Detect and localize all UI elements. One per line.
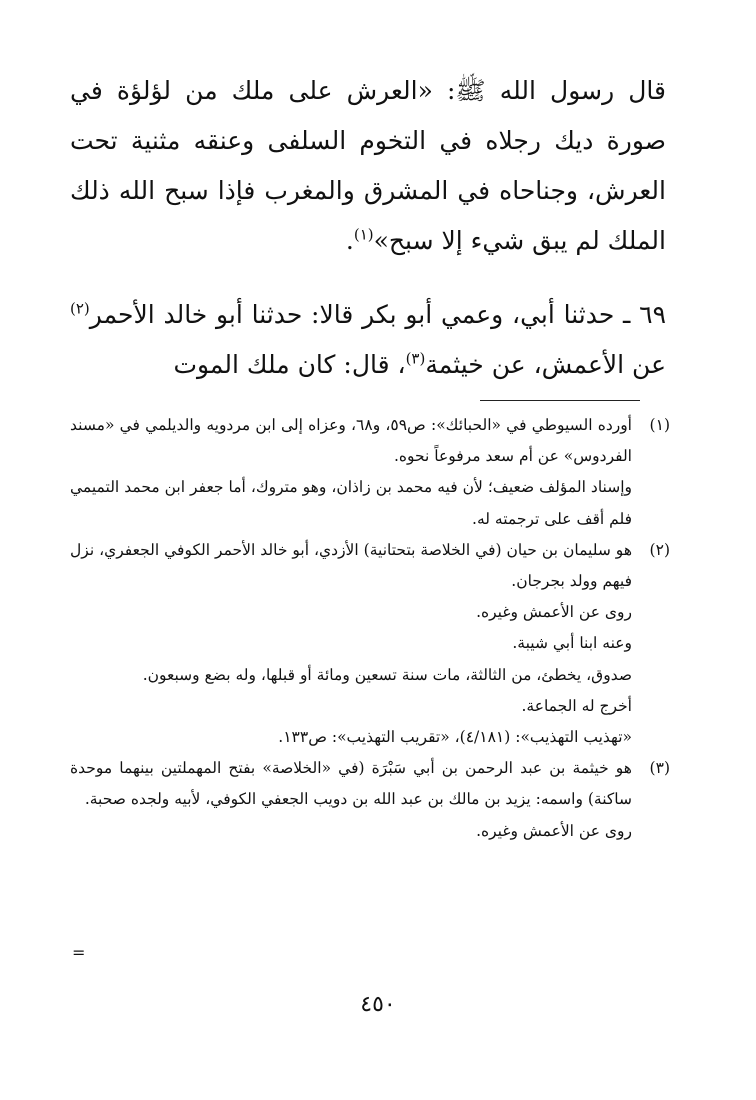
footnote-line: أخرج له الجماعة. <box>521 696 632 715</box>
footnote-body <box>70 753 632 847</box>
footnote-3 <box>70 753 670 847</box>
main-text <box>70 66 666 390</box>
footnote-line: روى عن الأعمش وغيره. <box>476 603 632 622</box>
hadith-text: قال رسول الله ﷺ: «العرش على ملك من لؤلؤة في صورة ديك رجلاه في التخوم السلفى وعنقه مثنية تحت العرش، وجناحاه في المشرق والمغرب فإذا سبح الله ذلك الملك لم يبق شيء إلا سبح» <box>70 76 666 255</box>
footnote-line: «تهذيب التهذيب»: (٤/١٨١)، «تقريب التهذيب»: ص١٣٣. <box>278 728 632 747</box>
footnote-1 <box>70 410 670 535</box>
footnote-line: صدوق، يخطئ، من الثالثة، مات سنة تسعين ومائة أو قبلها، وله بضع وسبعون. <box>142 665 632 684</box>
footnote-2 <box>70 535 670 753</box>
footnote-separator <box>480 400 640 401</box>
paragraph-end: . <box>345 226 354 255</box>
hadith-69-text-a: ٦٩ ـ حدثنا أبي، وعمي أبو بكر قالا: حدثنا أبو خالد الأحمر <box>89 300 666 329</box>
page-number: ٤٥٠ <box>360 992 396 1017</box>
footnote-number: (٣) <box>649 759 670 778</box>
footnote-line: وعنه ابنا أبي شيبة. <box>512 634 632 653</box>
footnote-line: هو خيثمة بن عبد الرحمن بن أبي سَبْرَة (في «الخلاصة» بفتح المهملتين بينهما موحدة ساكنة) واسمه: يزيد بن مالك بن عبد الله بن دويب الجعفي الكوفي، لأبيه ولجده صحبة. <box>70 759 632 809</box>
footnote-number: (١) <box>649 416 670 434</box>
footnotes <box>70 410 670 847</box>
footnote-line: أورده السيوطي في «الحبائك»: ص٥٩، و٦٨، وعزاه إلى ابن مردويه والديلمي في «مسند الفردوس» عن أم سعد مرفوعاً نحوه. <box>70 416 632 466</box>
continuation-mark: = <box>72 943 86 962</box>
footnote-body <box>70 410 632 535</box>
footnote-number: (٢) <box>649 540 670 559</box>
hadith-text-paragraph <box>70 66 666 266</box>
hadith-69-text-c: ، قال: كان ملك الموت <box>173 350 406 379</box>
footnote-line: هو سليمان بن حيان (في الخلاصة بتحتانية) الأزدي، أبو خالد الأحمر الكوفي الجعفري، نزل فيهم وولد بجرجان. <box>70 540 632 591</box>
footnote-ref-1: (١) <box>353 225 374 244</box>
footnote-line: وإسناد المؤلف ضعيف؛ لأن فيه محمد بن زاذان، وهو متروك، أما جعفر ابن محمد التميمي فلم أقف على ترجمته له. <box>70 478 632 528</box>
hadith-69-text-b: عن الأعمش، عن خيثمة <box>425 350 666 379</box>
footnote-line: روى عن الأعمش وغيره. <box>476 821 632 840</box>
footnote-body <box>70 535 632 753</box>
footnote-ref-3: (٣) <box>405 349 426 368</box>
hadith-69-paragraph <box>70 290 666 390</box>
footnote-ref-2: (٢) <box>70 299 90 318</box>
